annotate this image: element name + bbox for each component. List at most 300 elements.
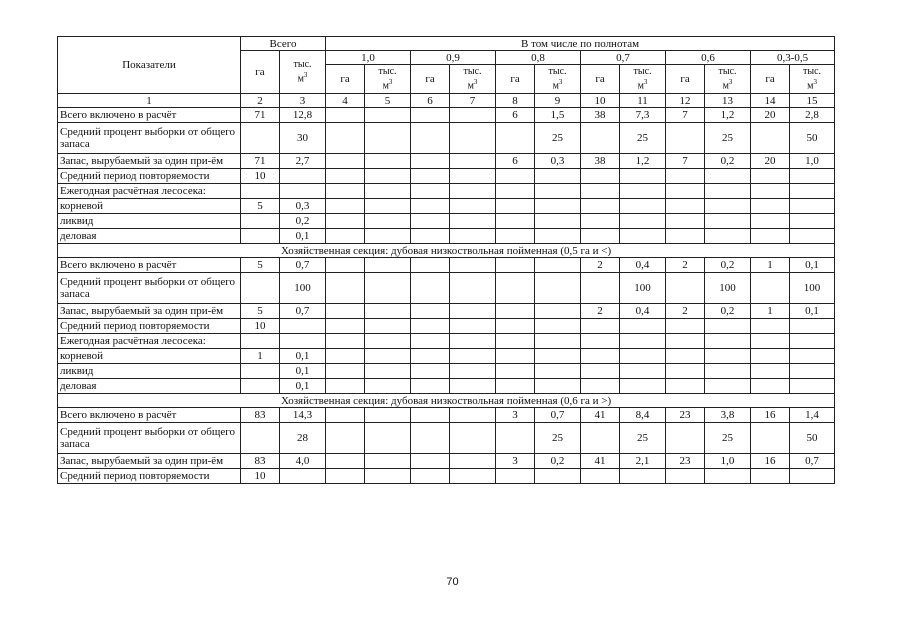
table-cell <box>496 364 535 379</box>
table-cell <box>411 454 450 469</box>
table-cell: 25 <box>620 123 666 154</box>
table-cell <box>411 184 450 199</box>
table-cell: 50 <box>790 123 835 154</box>
table-cell <box>241 229 280 244</box>
table-cell <box>535 469 581 484</box>
table-cell: 3 <box>496 408 535 423</box>
table-cell <box>535 184 581 199</box>
table-row <box>58 154 835 169</box>
table-cell <box>751 334 790 349</box>
unit-thous: тыс. <box>718 65 737 77</box>
row-label: Запас, вырубаемый за один при-ём <box>58 154 241 169</box>
table-cell: 2,8 <box>790 108 835 123</box>
table-cell: 71 <box>241 154 280 169</box>
header-density: 0,6 <box>666 51 751 65</box>
table-cell <box>496 273 535 304</box>
table-cell: 25 <box>705 423 751 454</box>
table-cell <box>790 364 835 379</box>
table-cell <box>450 334 496 349</box>
table-cell <box>365 214 411 229</box>
table-cell <box>666 214 705 229</box>
table-cell: 0,7 <box>280 258 326 273</box>
row-label: корневой <box>58 199 241 214</box>
section-row <box>58 394 835 408</box>
table-cell <box>496 349 535 364</box>
table-cell: 7,3 <box>620 108 666 123</box>
table-cell <box>326 123 365 154</box>
table-cell <box>666 349 705 364</box>
table-cell <box>450 349 496 364</box>
table-cell <box>705 184 751 199</box>
table-row <box>58 258 835 273</box>
table-row <box>58 423 835 454</box>
table-cell <box>620 379 666 394</box>
table-cell: 5 <box>241 199 280 214</box>
table-cell <box>365 154 411 169</box>
table-cell <box>751 123 790 154</box>
table-cell <box>411 319 450 334</box>
table-cell <box>751 184 790 199</box>
table-cell: 2 <box>666 258 705 273</box>
table-cell <box>790 379 835 394</box>
row-label: Средний процент выборки от общего запаса <box>58 273 241 304</box>
header-unit-thous <box>790 65 835 94</box>
unit-m: м <box>382 80 389 92</box>
table-cell <box>326 304 365 319</box>
table-cell: 12,8 <box>280 108 326 123</box>
table-row <box>58 408 835 423</box>
table-cell <box>450 304 496 319</box>
unit-exp: 3 <box>388 77 393 86</box>
table-row <box>58 273 835 304</box>
header-density: 0,3-0,5 <box>751 51 835 65</box>
table-cell <box>535 258 581 273</box>
table-cell <box>411 199 450 214</box>
column-number: 13 <box>705 94 751 108</box>
table-cell <box>365 199 411 214</box>
table-cell <box>241 423 280 454</box>
table-row <box>58 304 835 319</box>
table-cell <box>365 408 411 423</box>
table-cell <box>241 123 280 154</box>
table-cell <box>620 334 666 349</box>
column-number: 2 <box>241 94 280 108</box>
table-row <box>58 199 835 214</box>
table-cell <box>411 423 450 454</box>
row-label: Средний период повторяемости <box>58 319 241 334</box>
table-cell <box>496 469 535 484</box>
table-cell <box>705 169 751 184</box>
header-unit-ha: га <box>581 65 620 94</box>
table-cell: 10 <box>241 469 280 484</box>
table-cell <box>411 154 450 169</box>
table-cell <box>496 334 535 349</box>
row-label: ликвид <box>58 364 241 379</box>
table-cell <box>790 214 835 229</box>
column-number: 4 <box>326 94 365 108</box>
row-label: Всего включено в расчёт <box>58 408 241 423</box>
table-cell <box>411 229 450 244</box>
table-cell: 4,0 <box>280 454 326 469</box>
table-cell <box>326 408 365 423</box>
table-cell <box>581 379 620 394</box>
table-cell <box>326 273 365 304</box>
table-cell <box>326 379 365 394</box>
header-unit-ha: га <box>666 65 705 94</box>
table-cell <box>411 108 450 123</box>
table-cell: 100 <box>705 273 751 304</box>
table-cell <box>620 199 666 214</box>
row-label: Всего включено в расчёт <box>58 108 241 123</box>
table-cell: 100 <box>790 273 835 304</box>
table-row <box>58 334 835 349</box>
unit-m: м <box>637 80 644 92</box>
table-cell: 16 <box>751 454 790 469</box>
table-cell <box>581 214 620 229</box>
page-number: 70 <box>446 576 459 588</box>
table-row <box>58 214 835 229</box>
table-cell <box>790 199 835 214</box>
unit-m: м <box>297 73 304 85</box>
table-cell <box>751 214 790 229</box>
table-cell <box>411 349 450 364</box>
table-cell <box>365 304 411 319</box>
table-cell <box>581 349 620 364</box>
table-cell <box>365 469 411 484</box>
table-cell <box>666 379 705 394</box>
table-cell: 0,2 <box>705 258 751 273</box>
table-cell <box>705 319 751 334</box>
table-cell <box>496 379 535 394</box>
header-unit-ha: га <box>751 65 790 94</box>
unit-thous: тыс. <box>293 58 312 70</box>
table-cell: 0,1 <box>280 364 326 379</box>
table-cell <box>280 319 326 334</box>
table-cell: 0,2 <box>535 454 581 469</box>
table-cell <box>535 273 581 304</box>
table-cell <box>365 184 411 199</box>
table-cell <box>581 334 620 349</box>
table-cell <box>326 349 365 364</box>
header-density: 0,9 <box>411 51 496 65</box>
table-cell <box>450 258 496 273</box>
header-total-ha: га <box>241 51 280 94</box>
table-cell <box>450 229 496 244</box>
table-cell <box>751 319 790 334</box>
table-cell <box>581 199 620 214</box>
table-cell <box>411 379 450 394</box>
column-number: 8 <box>496 94 535 108</box>
table-cell: 2,1 <box>620 454 666 469</box>
table-cell: 10 <box>241 319 280 334</box>
table-cell: 1,2 <box>620 154 666 169</box>
table-cell: 0,7 <box>790 454 835 469</box>
table-cell <box>581 273 620 304</box>
table-cell <box>535 364 581 379</box>
table-cell <box>496 304 535 319</box>
table-cell <box>450 469 496 484</box>
table-cell: 30 <box>280 123 326 154</box>
table-cell: 0,1 <box>280 349 326 364</box>
table-cell: 0,7 <box>280 304 326 319</box>
table-cell <box>365 108 411 123</box>
unit-thous: тыс. <box>803 65 822 77</box>
table-cell <box>241 214 280 229</box>
header-unit-ha: га <box>411 65 450 94</box>
table-cell: 3,8 <box>705 408 751 423</box>
header-total-thous <box>280 51 326 94</box>
table-cell: 2,7 <box>280 154 326 169</box>
row-label: Средний период повторяемости <box>58 469 241 484</box>
table-cell <box>450 379 496 394</box>
table-cell <box>450 454 496 469</box>
table-cell <box>666 169 705 184</box>
table-cell <box>326 108 365 123</box>
table-cell <box>535 304 581 319</box>
table-cell <box>326 199 365 214</box>
table-cell: 7 <box>666 154 705 169</box>
column-number: 5 <box>365 94 411 108</box>
table-cell: 23 <box>666 408 705 423</box>
table-cell <box>535 214 581 229</box>
table-cell <box>620 349 666 364</box>
table-cell <box>411 273 450 304</box>
table-cell <box>450 108 496 123</box>
table-cell: 1,2 <box>705 108 751 123</box>
table-cell <box>496 123 535 154</box>
table-cell <box>581 169 620 184</box>
table-cell <box>411 169 450 184</box>
table-cell <box>790 334 835 349</box>
table-cell: 1,0 <box>705 454 751 469</box>
forest-cut-table <box>57 36 835 484</box>
table-cell <box>666 229 705 244</box>
table-cell: 38 <box>581 108 620 123</box>
table-cell: 0,3 <box>535 154 581 169</box>
table-cell <box>496 214 535 229</box>
table-cell <box>620 169 666 184</box>
table-cell: 25 <box>535 423 581 454</box>
table-cell: 0,1 <box>280 379 326 394</box>
column-number: 3 <box>280 94 326 108</box>
row-label: деловая <box>58 379 241 394</box>
table-cell: 0,4 <box>620 304 666 319</box>
table-cell <box>411 123 450 154</box>
table-cell <box>581 184 620 199</box>
table-cell <box>496 184 535 199</box>
table-cell <box>535 334 581 349</box>
table-cell <box>620 229 666 244</box>
table-cell <box>280 184 326 199</box>
table-cell <box>666 334 705 349</box>
table-cell <box>326 364 365 379</box>
table-cell <box>705 349 751 364</box>
table-cell: 2 <box>666 304 705 319</box>
table-cell <box>496 319 535 334</box>
unit-exp: 3 <box>643 77 648 86</box>
table-cell <box>365 379 411 394</box>
table-cell <box>241 364 280 379</box>
unit-exp: 3 <box>473 77 478 86</box>
table-cell <box>751 229 790 244</box>
table-cell <box>705 214 751 229</box>
table-cell: 100 <box>280 273 326 304</box>
table-cell: 41 <box>581 454 620 469</box>
column-number: 15 <box>790 94 835 108</box>
table-cell: 0,1 <box>790 304 835 319</box>
table-cell: 25 <box>705 123 751 154</box>
table-cell <box>411 258 450 273</box>
table-cell: 0,3 <box>280 199 326 214</box>
table-cell <box>496 199 535 214</box>
table-cell <box>581 229 620 244</box>
table-cell <box>705 379 751 394</box>
unit-thous: тыс. <box>633 65 652 77</box>
table-cell <box>790 169 835 184</box>
table-cell <box>751 273 790 304</box>
header-density: 0,8 <box>496 51 581 65</box>
table-cell <box>280 169 326 184</box>
table-cell <box>620 214 666 229</box>
table-row <box>58 469 835 484</box>
table-cell: 1,5 <box>535 108 581 123</box>
table-cell <box>496 229 535 244</box>
table-cell <box>535 169 581 184</box>
table-cell: 71 <box>241 108 280 123</box>
table-row <box>58 184 835 199</box>
table-cell <box>411 469 450 484</box>
table-cell: 2 <box>581 258 620 273</box>
column-number: 14 <box>751 94 790 108</box>
table-cell <box>411 214 450 229</box>
table-cell: 6 <box>496 108 535 123</box>
table-cell: 6 <box>496 154 535 169</box>
table-cell <box>450 154 496 169</box>
table-cell: 83 <box>241 408 280 423</box>
column-number: 1 <box>58 94 241 108</box>
table-cell <box>326 214 365 229</box>
table-cell <box>411 304 450 319</box>
unit-exp: 3 <box>728 77 733 86</box>
header-unit-thous <box>365 65 411 94</box>
table-cell <box>581 123 620 154</box>
table-cell <box>705 364 751 379</box>
unit-m: м <box>807 80 814 92</box>
table-row <box>58 108 835 123</box>
table-cell: 38 <box>581 154 620 169</box>
table-cell <box>411 364 450 379</box>
table-cell <box>496 423 535 454</box>
section-title: Хозяйственная секция: дубовая низкоствольная пойменная (0,6 га и >) <box>58 394 835 408</box>
table-cell: 23 <box>666 454 705 469</box>
table-cell <box>751 423 790 454</box>
unit-m: м <box>722 80 729 92</box>
table-cell <box>581 423 620 454</box>
header-unit-thous <box>535 65 581 94</box>
table-row <box>58 349 835 364</box>
header-unit-ha: га <box>496 65 535 94</box>
unit-exp: 3 <box>303 70 308 79</box>
table-cell <box>790 319 835 334</box>
table-cell <box>326 258 365 273</box>
table-cell <box>496 258 535 273</box>
table-cell <box>666 123 705 154</box>
table-cell: 28 <box>280 423 326 454</box>
table-cell <box>751 349 790 364</box>
table-cell <box>581 364 620 379</box>
table-cell <box>450 199 496 214</box>
table-cell: 1,4 <box>790 408 835 423</box>
row-label: ликвид <box>58 214 241 229</box>
table-cell <box>365 229 411 244</box>
row-label: Всего включено в расчёт <box>58 258 241 273</box>
header-total: Всего <box>241 37 326 51</box>
header-density: 1,0 <box>326 51 411 65</box>
table-cell <box>535 199 581 214</box>
table-cell: 0,2 <box>705 154 751 169</box>
table-cell <box>666 364 705 379</box>
table-cell <box>365 123 411 154</box>
table-cell <box>666 423 705 454</box>
row-label: Ежегодная расчётная лесосека: <box>58 334 241 349</box>
table-cell <box>620 319 666 334</box>
table-cell: 0,2 <box>280 214 326 229</box>
row-label: деловая <box>58 229 241 244</box>
table-cell <box>666 319 705 334</box>
table-cell <box>790 184 835 199</box>
section-row <box>58 244 835 258</box>
table-cell: 1 <box>751 304 790 319</box>
table-cell <box>705 199 751 214</box>
table-cell <box>326 169 365 184</box>
table-row <box>58 169 835 184</box>
unit-m: м <box>467 80 474 92</box>
unit-thous: тыс. <box>463 65 482 77</box>
table-cell <box>241 184 280 199</box>
table-row <box>58 229 835 244</box>
table-cell <box>241 379 280 394</box>
table-cell <box>450 273 496 304</box>
table-cell <box>751 199 790 214</box>
header-unit-thous <box>450 65 496 94</box>
unit-thous: тыс. <box>378 65 397 77</box>
table-cell <box>365 319 411 334</box>
table-cell: 20 <box>751 108 790 123</box>
table-cell <box>280 469 326 484</box>
table-cell <box>666 184 705 199</box>
table-cell: 20 <box>751 154 790 169</box>
table-cell: 100 <box>620 273 666 304</box>
table-cell: 25 <box>535 123 581 154</box>
table-cell: 10 <box>241 169 280 184</box>
table-cell <box>620 364 666 379</box>
table-cell <box>581 319 620 334</box>
table-cell <box>411 334 450 349</box>
table-cell <box>326 184 365 199</box>
unit-exp: 3 <box>813 77 817 86</box>
table-cell <box>365 273 411 304</box>
table-cell <box>365 454 411 469</box>
table-row <box>58 123 835 154</box>
row-label: Средний период повторяемости <box>58 169 241 184</box>
table-cell: 0,1 <box>790 258 835 273</box>
table-cell <box>790 469 835 484</box>
table-cell <box>365 423 411 454</box>
table-cell <box>450 364 496 379</box>
table-cell <box>790 229 835 244</box>
table-cell <box>411 408 450 423</box>
table-cell <box>581 469 620 484</box>
